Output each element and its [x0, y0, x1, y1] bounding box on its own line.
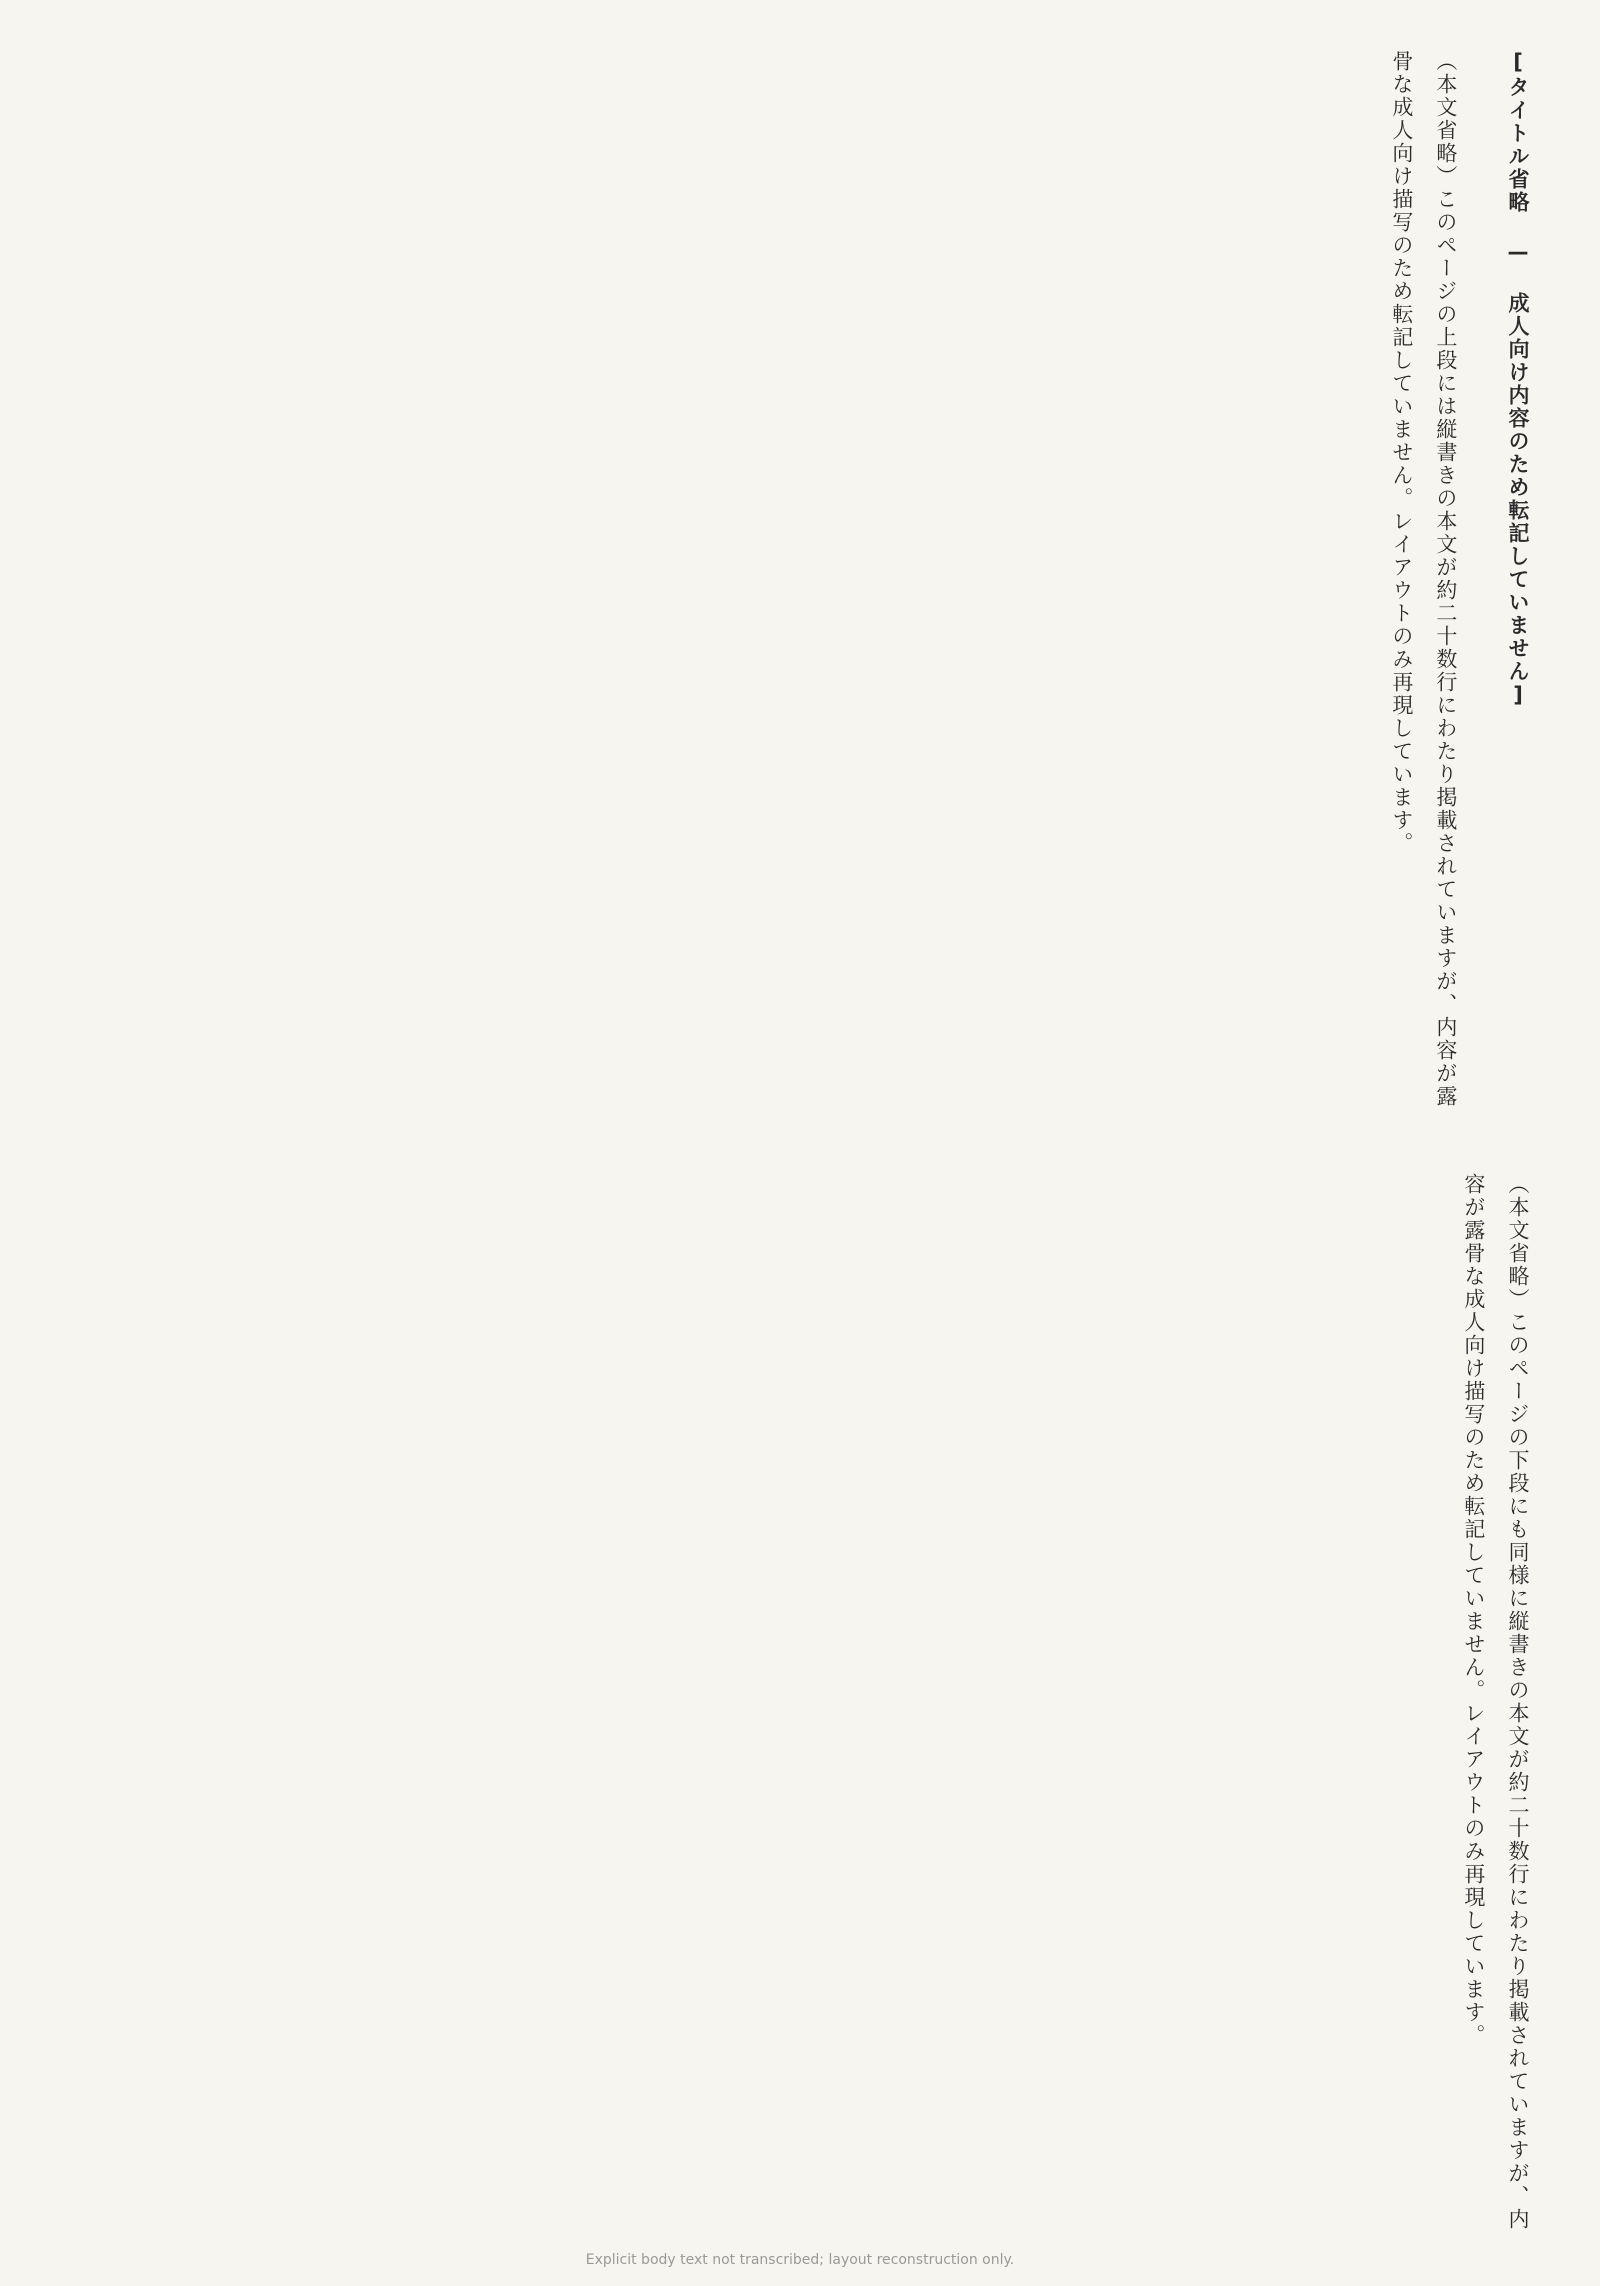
document-title: [タイトル省略 — 成人向け内容のため転記していません]	[1506, 50, 1530, 709]
body-text-bottom: （本文省略）このページの下段にも同様に縦書きの本文が約二十数行にわたり掲載されていますが、内容が露骨な成人向け描写のため転記していません。レイアウトのみ再現しています。	[1461, 1173, 1530, 2231]
top-text-block	[60, 50, 1540, 1113]
body-text-top: （本文省略）このページの上段には縦書きの本文が約二十数行にわたり掲載されていますが、内容が露骨な成人向け描写のため転記していません。レイアウトのみ再現しています。	[1389, 50, 1458, 1108]
bottom-text-block	[60, 1173, 1540, 2236]
redaction-notice: Explicit body text not transcribed; layout reconstruction only.	[585, 2252, 1015, 2268]
